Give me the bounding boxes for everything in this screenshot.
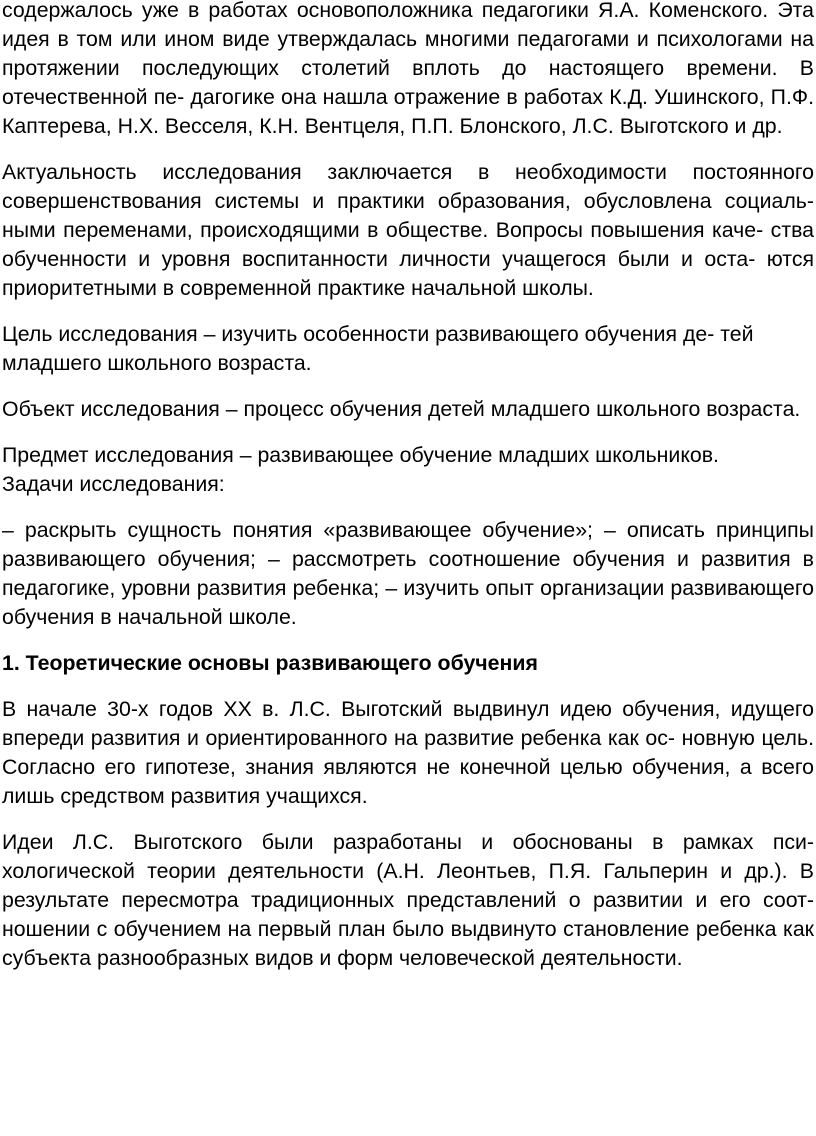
tasks-label: Задачи исследования: (2, 472, 225, 496)
paragraph-activity-theory: Идеи Л.С. Выготского были разработаны и обоснованы в рамках пси- хологической теории деятельности (А.Н. Леонтьев, П.Я. Гальперин и др.). В результате пересмотра традиционных представлений о развитии и его соот- ношении с обучением на первый план было выдвинуто становление ребенка как субъекта разнообразных видов и форм человеческой деятельности. (2, 830, 814, 970)
paragraph-vygotsky-idea: В начале 30-х годов XX в. Л.С. Выготский выдвинул идею обучения, идущего впереди развития и ориентированного на развитие ребенка как ос- новную цель. Согласно его гипотезе, знания являются не конечной целью обучения, а всего лишь средством развития учащихся. (2, 697, 814, 808)
paragraph-comenius-continuation: содержалось уже в работах основоположника педагогики Я.А. Коменского. Эта идея в том или ином виде утверждалась многими педагогами и психологами на протяжении последующих столетий вплоть до настоящего времени. В отечественной пе- дагогике она нашла отражение в работах К.Д. Ушинского, П.Ф. Каптерева, Н.Х. Весселя, К.Н. Вентцеля, П.П. Блонского, Л.С. Выготского и др. (2, 0, 814, 138)
paragraph-relevance: Актуальность исследования заключается в необходимости постоянного совершенствования системы и практики образования, обусловлена социаль- ными переменами, происходящими в обществе. Вопросы повышения каче- ства обученности и уровня воспитанности личности учащегося были и оста- ются приоритетными в современной практике начальной школы. (2, 160, 814, 300)
paragraph-object: Объект исследования – процесс обучения детей младшего школьного возраста. (2, 397, 801, 421)
section-heading: 1. Теоретические основы развивающего обучения (2, 651, 538, 675)
paragraph-tasks-list: – раскрыть сущность понятия «развивающее обучение»; – описать принципы развивающего обучения; – рассмотреть соотношение обучения и развития в педагогике, уровни развития ребенка; – изучить опыт организации развивающего обучения в начальной школе. (2, 518, 814, 629)
paragraph-goal: Цель исследования – изучить особенности развивающего обучения де- тей младшего школьного возраста. (2, 322, 754, 375)
paragraph-subject-and-tasks (2, 441, 814, 499)
paragraph-subject: Предмет исследования – развивающее обучение младших школьников. (2, 443, 719, 467)
